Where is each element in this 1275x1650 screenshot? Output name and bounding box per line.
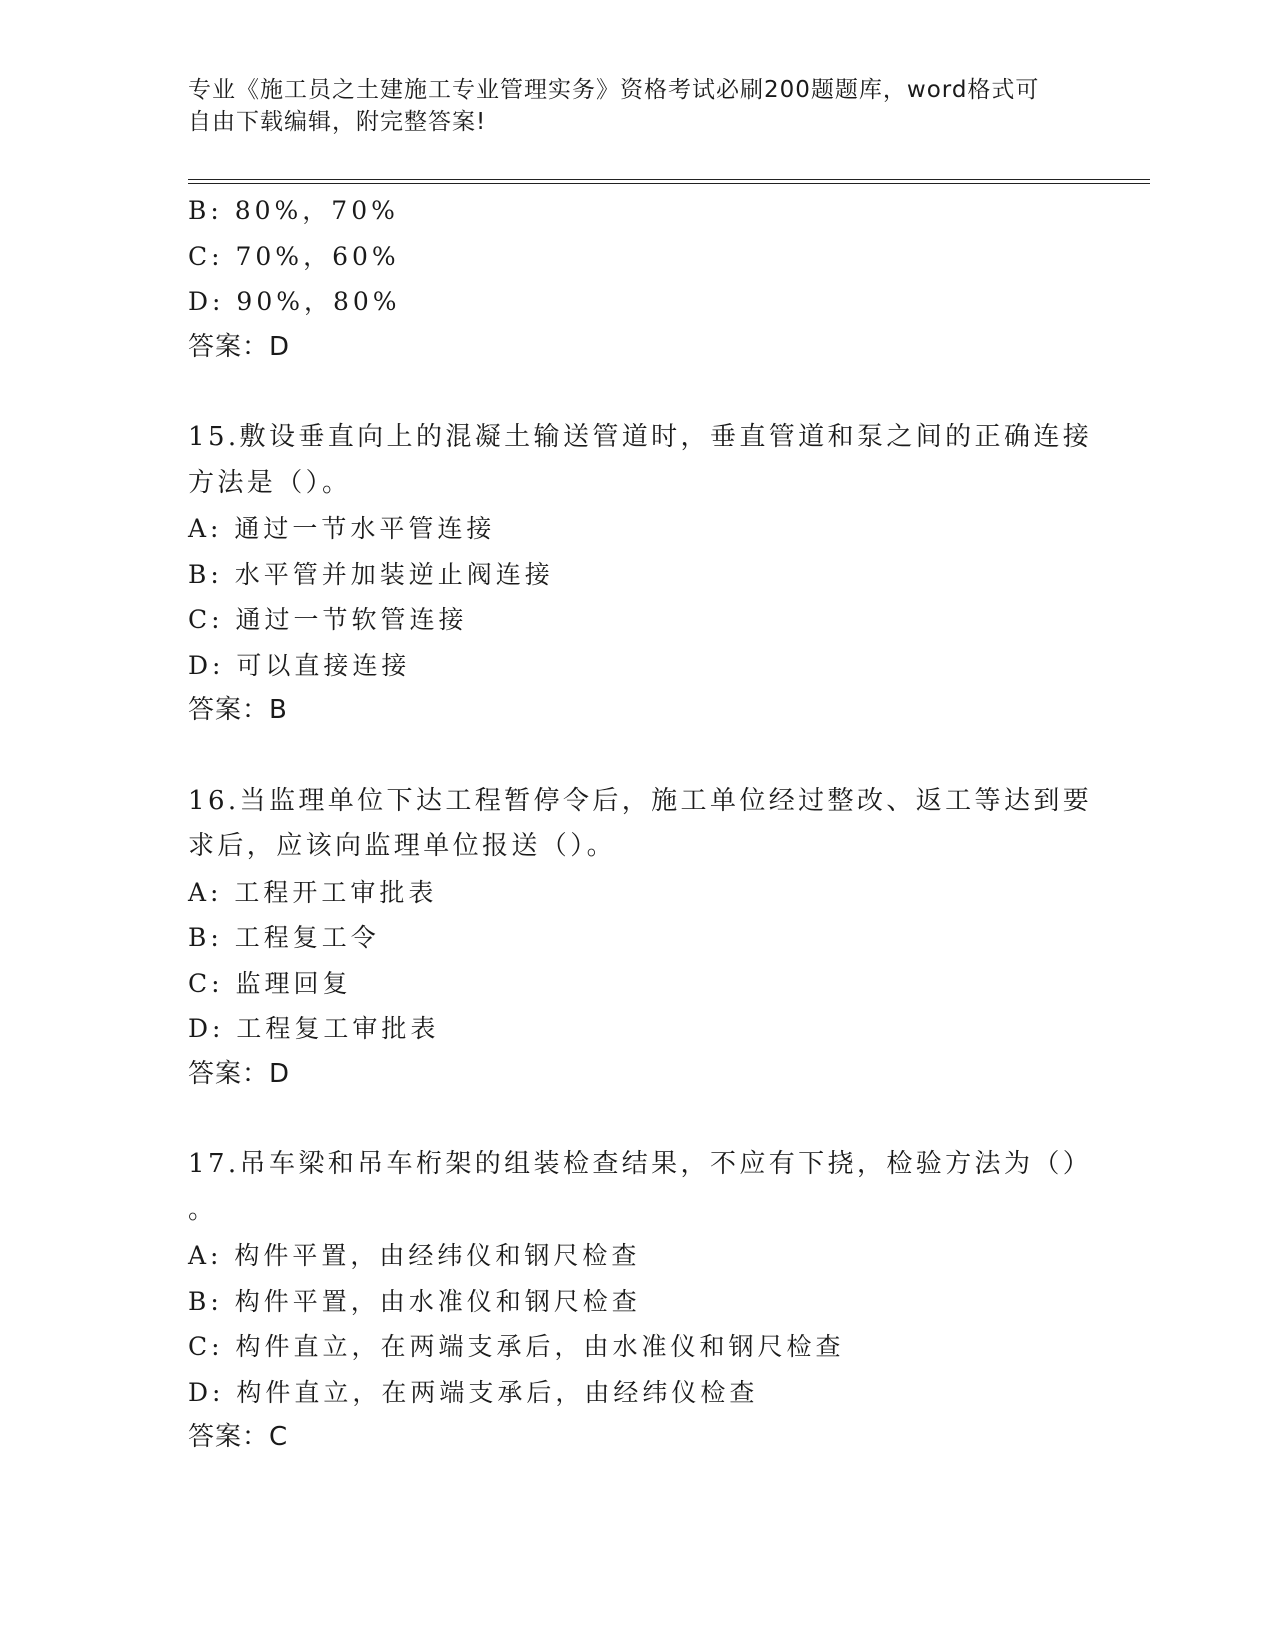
answer-line: 答案：D [188,331,291,362]
question-stem-line-2: 方法是（）。 [188,467,352,498]
question-stem-line-1: 17.吊车梁和吊车桁架的组装检查结果，不应有下挠，检验方法为（） [188,1149,1093,1179]
question-16 [188,779,1093,1098]
option-c: C: 构件直立，在两端支承后，由水准仪和钢尺检查 [188,1332,845,1361]
header-title-line-1: 专业《施工员之土建施工专业管理实务》资格考试必刷200题题库，word格式可 [188,77,1040,103]
option-d: D: 90%，80% [188,287,401,316]
option-d: D: 工程复工审批表 [188,1014,440,1043]
question-14-continued [188,188,1088,370]
header-divider [188,179,1150,184]
answer-line: 答案：C [188,1422,289,1452]
answer-line: 答案：B [188,695,288,725]
option-a: A: 通过一节水平管连接 [188,514,496,543]
document-header [188,74,1088,138]
option-a: A: 工程开工审批表 [188,877,438,907]
option-a: A: 构件平置，由经纬仪和钢尺检查 [188,1241,641,1270]
question-stem-line-2: 求后，应该向监理单位报送（）。 [188,831,617,861]
question-stem-line-1: 16.当监理单位下达工程暂停令后，施工单位经过整改、返工等达到要 [188,785,1093,816]
option-d: D: 可以直接连接 [188,650,411,680]
answer-line: 答案：D [188,1058,291,1089]
option-d: D: 构件直立，在两端支承后，由经纬仪检查 [188,1377,759,1407]
option-c: C: 通过一节软管连接 [188,605,468,634]
option-b: B: 构件平置，由水准仪和钢尺检查 [188,1286,641,1316]
question-17 [188,1142,1093,1461]
option-b: B: 80%，70% [188,196,399,225]
header-title-line-2: 自由下载编辑，附完整答案! [188,109,487,135]
question-15 [188,415,1093,734]
spacer [188,734,1088,779]
spacer [188,370,1088,415]
spacer [188,1097,1088,1142]
question-stem-line-1: 15.敷设垂直向上的混凝土输送管道时，垂直管道和泵之间的正确连接 [188,422,1093,452]
question-stem-line-2: 。 [188,1194,218,1225]
option-b: B: 工程复工令 [188,923,380,952]
option-c: C: 70%，60% [188,241,400,271]
option-b: B: 水平管并加装逆止阀连接 [188,559,554,589]
question-list [188,188,1093,1461]
option-c: C: 监理回复 [188,968,352,998]
